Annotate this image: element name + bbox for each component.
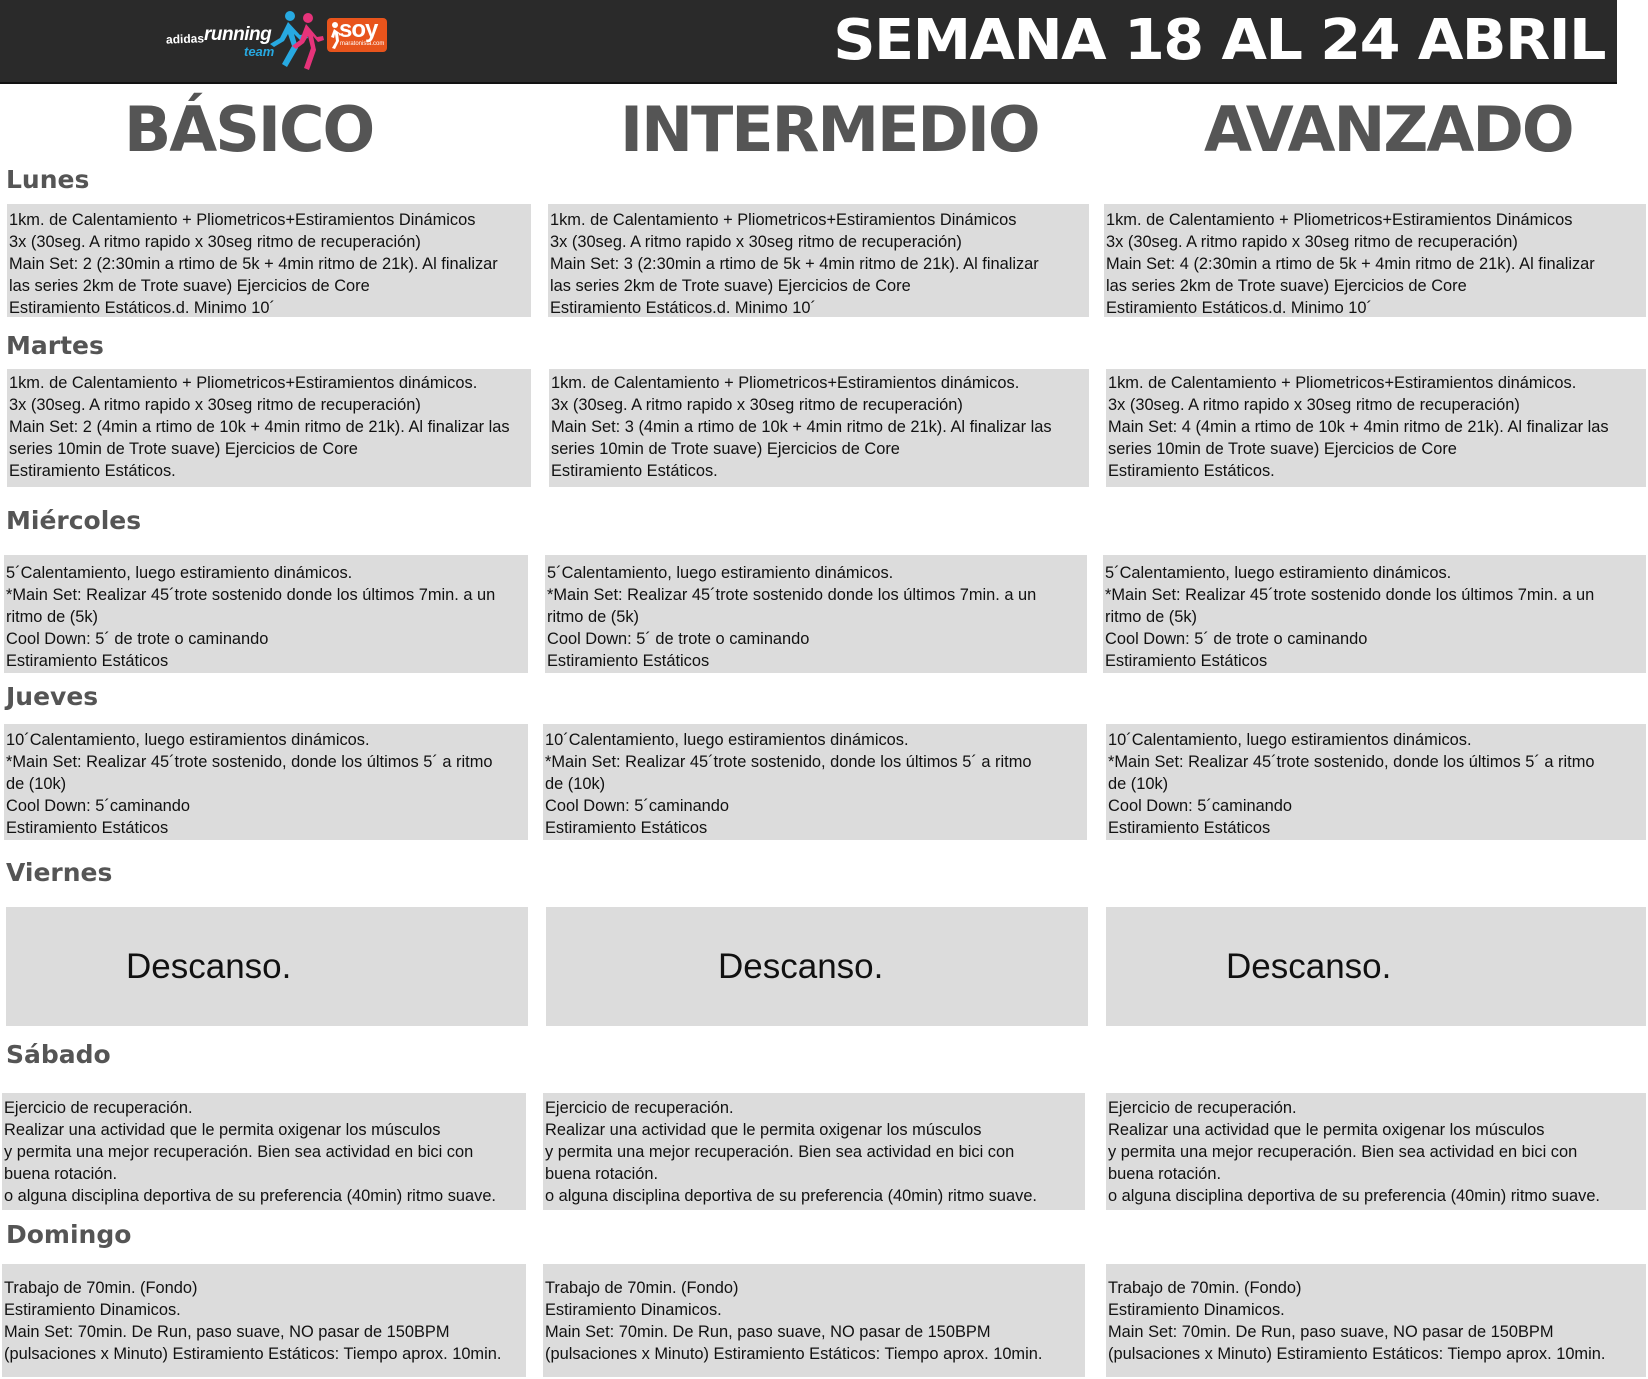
workout-text: 1km. de Calentamiento + Pliometricos+Estiramientos dinámicos. 3x (30seg. A ritmo rapido x 30seg ritmo de recuperación) Main Set: 3 (4min a rtimo de 10k + 4min ritmo de 21k). Al finalizar las series 10min de Trote suave) Ejercicios de Core Estiramiento Estáticos. — [551, 374, 1052, 480]
workout-box-domingo-intermedio — [543, 1264, 1085, 1377]
level-heading-basico: BÁSICO — [124, 93, 374, 166]
level-heading-intermedio: INTERMEDIO — [620, 93, 1039, 166]
team-logo-text: team — [244, 44, 275, 59]
workout-text: 1km. de Calentamiento + Pliometricos+Estiramientos Dinámicos 3x (30seg. A ritmo rapido x 30seg ritmo de recuperación) Main Set: 2 (2:30min a rtimo de 5k + 4min ritmo de 21k). Al finalizar las series 2km de Trote suave) Ejercicios de Core Estiramiento Estáticos.d. Minimo 10´ — [9, 211, 498, 317]
workout-box-viernes-intermedio — [546, 907, 1088, 1026]
running-logo-text: running — [204, 24, 272, 45]
workout-text: 5´Calentamiento, luego estiramiento dinámicos. *Main Set: Realizar 45´trote sostenido donde los últimos 7min. a un ritmo de (5k) Cool Down: 5´ de trote o caminando Estiramiento Estáticos — [547, 564, 1037, 670]
day-label-domingo: Domingo — [6, 1220, 132, 1249]
header-banner — [0, 0, 1617, 84]
workout-text: 10´Calentamiento, luego estiramientos dinámicos. *Main Set: Realizar 45´trote sostenido, donde los últimos 5´ a ritmo de (10k) Cool Down: 5´caminando Estiramiento Estáticos — [1108, 731, 1595, 837]
rest-day-text: Descanso. — [126, 946, 292, 986]
runners-icon — [266, 10, 326, 72]
workout-box-martes-basico — [7, 369, 531, 487]
workout-box-jueves-intermedio — [543, 724, 1087, 840]
day-label-sabado: Sábado — [6, 1040, 111, 1069]
workout-box-martes-avanzado — [1106, 369, 1646, 487]
workout-text: 1km. de Calentamiento + Pliometricos+Estiramientos Dinámicos 3x (30seg. A ritmo rapido x 30seg ritmo de recuperación) Main Set: 3 (2:30min a rtimo de 5k + 4min ritmo de 21k). Al finalizar las series 2km de Trote suave) Ejercicios de Core Estiramiento Estáticos.d. Minimo 10´ — [550, 211, 1039, 317]
workout-box-viernes-avanzado — [1106, 907, 1646, 1026]
adidas-brand-text: adidas — [165, 31, 205, 47]
week-title: SEMANA 18 AL 24 ABRIL — [833, 8, 1605, 73]
workout-box-martes-intermedio — [549, 369, 1089, 487]
workout-box-miercoles-avanzado — [1103, 555, 1646, 673]
workout-box-sabado-basico — [2, 1093, 526, 1210]
workout-box-jueves-avanzado — [1106, 724, 1646, 840]
workout-box-domingo-basico — [2, 1264, 526, 1377]
workout-box-jueves-basico — [4, 724, 528, 840]
day-label-jueves: Jueves — [6, 682, 99, 711]
adidas-running-team-logo — [166, 10, 316, 72]
workout-box-lunes-basico — [7, 204, 531, 317]
workout-text: 1km. de Calentamiento + Pliometricos+Estiramientos dinámicos. 3x (30seg. A ritmo rapido x 30seg ritmo de recuperación) Main Set: 4 (4min a rtimo de 10k + 4min ritmo de 21k). Al finalizar las series 10min de Trote suave) Ejercicios de Core Estiramiento Estáticos. — [1108, 374, 1609, 480]
workout-box-sabado-intermedio — [543, 1093, 1085, 1210]
workout-text: Ejercicio de recuperación. Realizar una actividad que le permita oxigenar los músculos y permita una mejor recuperación. Bien sea actividad en bici con buena rotación. o alguna disciplina deportiva de su preferencia (40min) ritmo suave. — [4, 1099, 496, 1205]
day-label-miercoles: Miércoles — [6, 506, 142, 535]
rest-day-text: Descanso. — [718, 946, 884, 986]
workout-box-viernes-basico — [6, 907, 528, 1026]
workout-text: 5´Calentamiento, luego estiramiento dinámicos. *Main Set: Realizar 45´trote sostenido donde los últimos 7min. a un ritmo de (5k) Cool Down: 5´ de trote o caminando Estiramiento Estáticos — [1105, 564, 1595, 670]
workout-text: 1km. de Calentamiento + Pliometricos+Estiramientos dinámicos. 3x (30seg. A ritmo rapido x 30seg ritmo de recuperación) Main Set: 2 (4min a rtimo de 10k + 4min ritmo de 21k). Al finalizar las series 10min de Trote suave) Ejercicios de Core Estiramiento Estáticos. — [9, 374, 510, 480]
workout-text: Ejercicio de recuperación. Realizar una actividad que le permita oxigenar los músculos y permita una mejor recuperación. Bien sea actividad en bici con buena rotación. o alguna disciplina deportiva de su preferencia (40min) ritmo suave. — [545, 1099, 1037, 1205]
day-label-viernes: Viernes — [6, 858, 113, 887]
workout-text: Ejercicio de recuperación. Realizar una actividad que le permita oxigenar los músculos y permita una mejor recuperación. Bien sea actividad en bici con buena rotación. o alguna disciplina deportiva de su preferencia (40min) ritmo suave. — [1108, 1099, 1600, 1205]
workout-text: Trabajo de 70min. (Fondo) Estiramiento Dinamicos. Main Set: 70min. De Run, paso suave, NO pasar de 150BPM (pulsaciones x Minuto) Estiramiento Estáticos: Tiempo aprox. 10min. — [4, 1279, 502, 1363]
day-label-martes: Martes — [6, 331, 104, 360]
soy-logo-subtext: maratonista.com — [340, 41, 385, 47]
workout-text: 10´Calentamiento, luego estiramientos dinámicos. *Main Set: Realizar 45´trote sostenido, donde los últimos 5´ a ritmo de (10k) Cool Down: 5´caminando Estiramiento Estáticos — [545, 731, 1032, 837]
day-label-lunes: Lunes — [6, 165, 90, 194]
workout-box-domingo-avanzado — [1106, 1264, 1646, 1377]
workout-text: 5´Calentamiento, luego estiramiento dinámicos. *Main Set: Realizar 45´trote sostenido donde los últimos 7min. a un ritmo de (5k) Cool Down: 5´ de trote o caminando Estiramiento Estáticos — [6, 564, 496, 670]
workout-text: 1km. de Calentamiento + Pliometricos+Estiramientos Dinámicos 3x (30seg. A ritmo rapido x 30seg ritmo de recuperación) Main Set: 4 (2:30min a rtimo de 5k + 4min ritmo de 21k). Al finalizar las series 2km de Trote suave) Ejercicios de Core Estiramiento Estáticos.d. Minimo 10´ — [1106, 211, 1595, 317]
workout-box-sabado-avanzado — [1106, 1093, 1646, 1210]
workout-box-miercoles-intermedio — [545, 555, 1087, 673]
workout-text: Trabajo de 70min. (Fondo) Estiramiento Dinamicos. Main Set: 70min. De Run, paso suave, NO pasar de 150BPM (pulsaciones x Minuto) Estiramiento Estáticos: Tiempo aprox. 10min. — [1108, 1279, 1606, 1363]
workout-box-lunes-avanzado — [1104, 204, 1646, 317]
soy-logo-text: soy — [339, 16, 378, 43]
workout-box-miercoles-basico — [4, 555, 528, 673]
workout-box-lunes-intermedio — [548, 204, 1089, 317]
level-heading-avanzado: AVANZADO — [1204, 93, 1573, 166]
soy-maratonista-logo — [327, 18, 387, 52]
workout-text: 10´Calentamiento, luego estiramientos dinámicos. *Main Set: Realizar 45´trote sostenido, donde los últimos 5´ a ritmo de (10k) Cool Down: 5´caminando Estiramiento Estáticos — [6, 731, 493, 837]
workout-text: Trabajo de 70min. (Fondo) Estiramiento Dinamicos. Main Set: 70min. De Run, paso suave, NO pasar de 150BPM (pulsaciones x Minuto) Estiramiento Estáticos: Tiempo aprox. 10min. — [545, 1279, 1043, 1363]
rest-day-text: Descanso. — [1226, 946, 1392, 986]
